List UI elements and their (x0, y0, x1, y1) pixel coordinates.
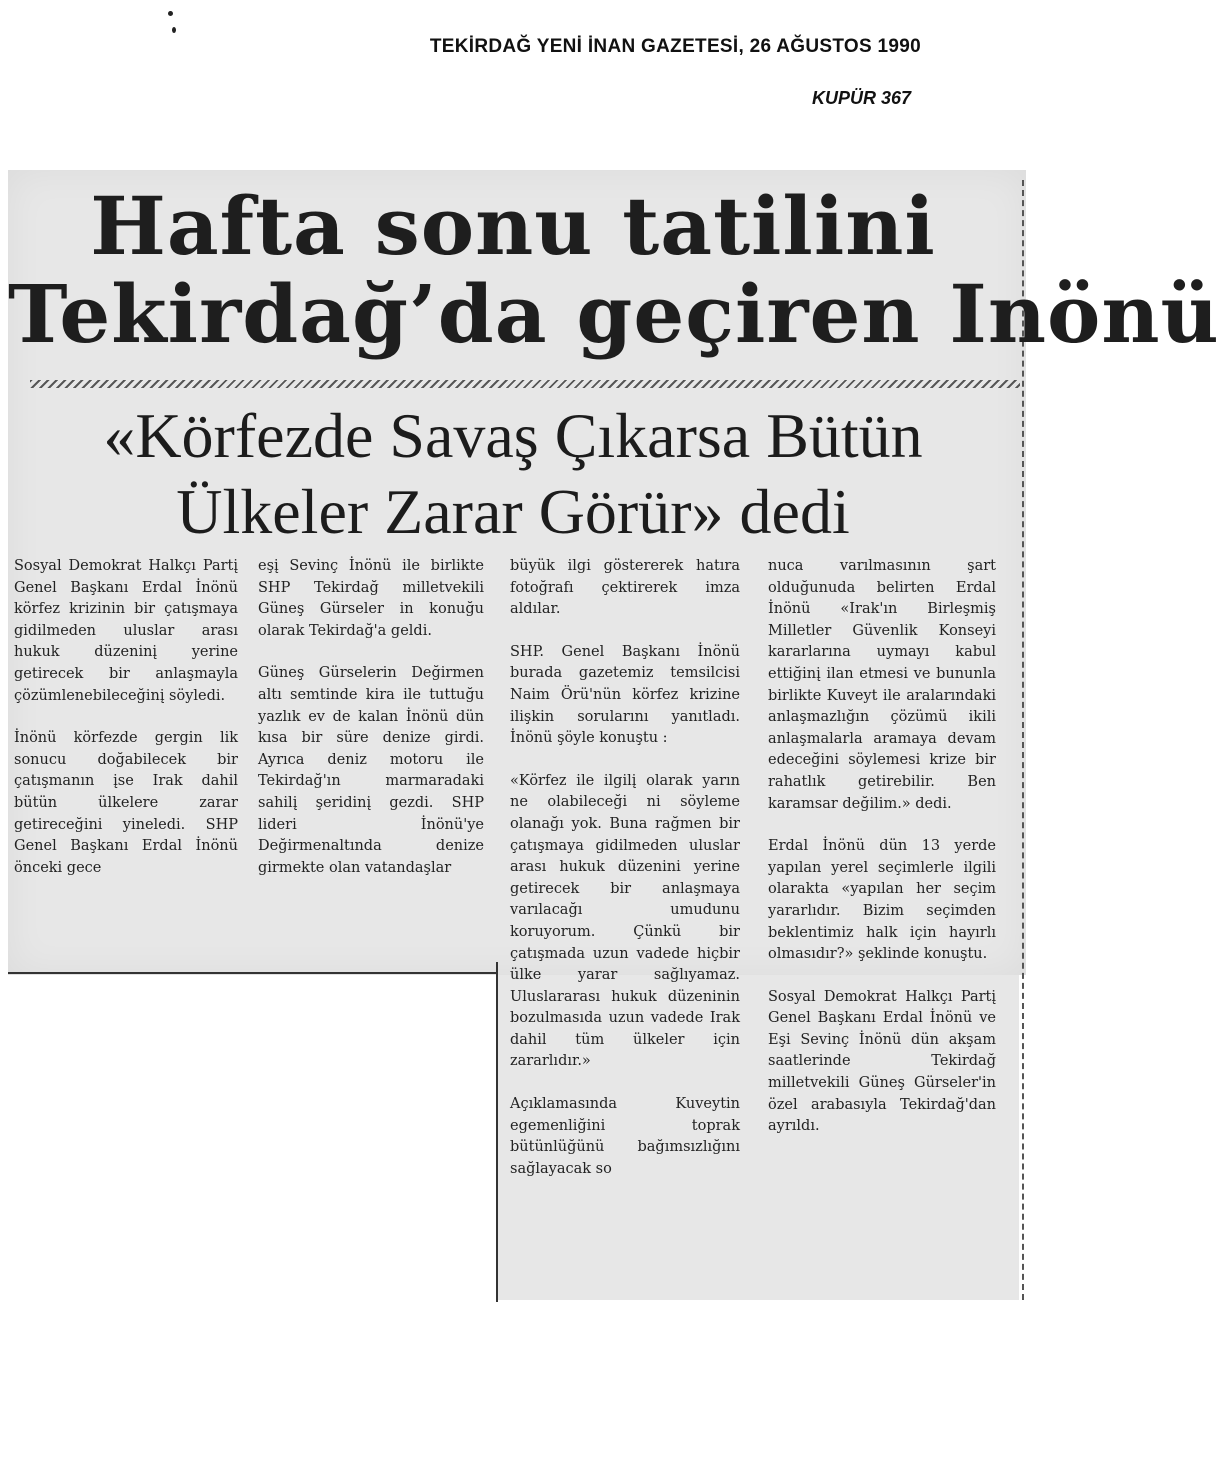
subheadline-line-1: «Körfezde Savaş Çıkarsa Bütün (103, 400, 923, 471)
ink-speck (172, 27, 176, 33)
article-paragraph: eşį Sevinç İnönü ile birlikte SHP Tekirdağ milletvekili Güneş Gürseler in konuğu olarak Tekirdağ'a geldi. (258, 558, 484, 639)
article-paragraph: Güneş Gürselerin Değirmen altı semtinde kira ile tuttuğu yazlık ev de kalan İnönü dün kısa bir süre denize girdi. Ayrıca deniz motoru ile Tekirdağ'ın marmaradaki sahilį şeridinį gezdi. SHP lideri İnönü'ye Değirmenaltında denize girmekte olan vatandaşlar (258, 665, 484, 876)
article-column-3 (510, 556, 740, 1180)
headline-line-1: Hafta sonu tatilini (90, 179, 936, 273)
newspaper-source-line: TEKİRDAĞ YENİ İNAN GAZETESİ, 26 AĞUSTOS 1990 (429, 36, 921, 57)
decorative-divider (30, 380, 1020, 388)
column-rule-vertical (496, 962, 498, 1302)
column-rule-bottom (8, 972, 496, 974)
headline-line-2: Tekirdağ’da geçiren Inönü (8, 267, 1220, 361)
subheadline-line-2: Ülkeler Zarar Görür» dedi (176, 476, 850, 547)
article-paragraph: SHP. Genel Başkanı İnönü burada gazetemiz temsilcisi Naim Örü'nün körfez krizine ilişkin sorularını yanıtladı. İnönü şöyle konuştu : (510, 643, 740, 747)
clipping-reference: KUPÜR 367 (811, 88, 911, 108)
article-paragraph: Açıklamasında Kuveytin egemenliğini toprak bütünlüğünü bağımsızlığını sağlayacak so (510, 1096, 740, 1177)
article-paragraph: Sosyal Demokrat Halkçı Partį Genel Başkanı Erdal İnönü körfez krizinin bir çatışmaya gidilmeden uluslar arası hukuk düzeninį yerine getirecek bir anlaşmayla çözümlenebileceğinį söyledi. (14, 558, 238, 704)
article-paragraph: İnönü körfezde gergin lik sonucu doğabilecek bir çatışmanın įse Irak dahil bütün ülkelere zarar getireceğini yineledi. SHP Genel Başkanı Erdal İnönü önceki gece (14, 730, 238, 876)
article-paragraph: nuca varılmasının şart olduğunuda belirten Erdal İnönü «Irak'ın Birleşmiş Milletler Güvenlik Konseyi kararlarına uymayı kabul ettiğinį ilan etmesi ve bununla birlikte Kuveyt ile aralarındaki anlaşmazlığın çözümü ikili anlaşmalarla aramaya devam edeceğini söylemesi krize bir rahatlık getirebilir. Ben karamsar değilim.» dedi. (768, 558, 996, 812)
ink-speck (168, 11, 173, 16)
article-paragraph: büyük ilgi göstererek hatıra fotoğrafı çektirerek imza aldılar. (510, 558, 740, 618)
article-column-2 (258, 556, 484, 879)
article-paragraph: «Körfez ile ilgilį olarak yarın ne olabileceği ni söyleme olanağı yok. Buna rağmen bir çatışmaya gidilmeden uluslar arası hukuk düzenini yerine getirecek bir anlaşmaya varılacağı umudunu koruyorum. Çünkü bir çatışmada uzun vadede hiçbir ülke yarar sağlıyamaz. Uluslararası hukuk düzeninin bozulmasıda uzun vadede Irak dahil tüm ülkeler için zararlıdır.» (510, 772, 740, 1070)
article-column-4 (768, 556, 996, 1138)
article-paragraph: Sosyal Demokrat Halkçı Partį Genel Başkanı Erdal İnönü ve Eşi Sevinç İnönü dün akşam saatlerinde Tekirdağ milletvekili Güneş Gürseler'in özel arabasıyla Tekirdağ'dan ayrıldı. (768, 988, 996, 1135)
article-paragraph: Erdal İnönü dün 13 yerde yapılan yerel seçimlerle ilgili olarakta «yapılan her seçim yararlıdır. Bizim seçimden beklentimiz halk için hayırlı olmasıdır?» şeklinde konuştu. (768, 838, 996, 963)
article-column-1 (14, 556, 238, 879)
